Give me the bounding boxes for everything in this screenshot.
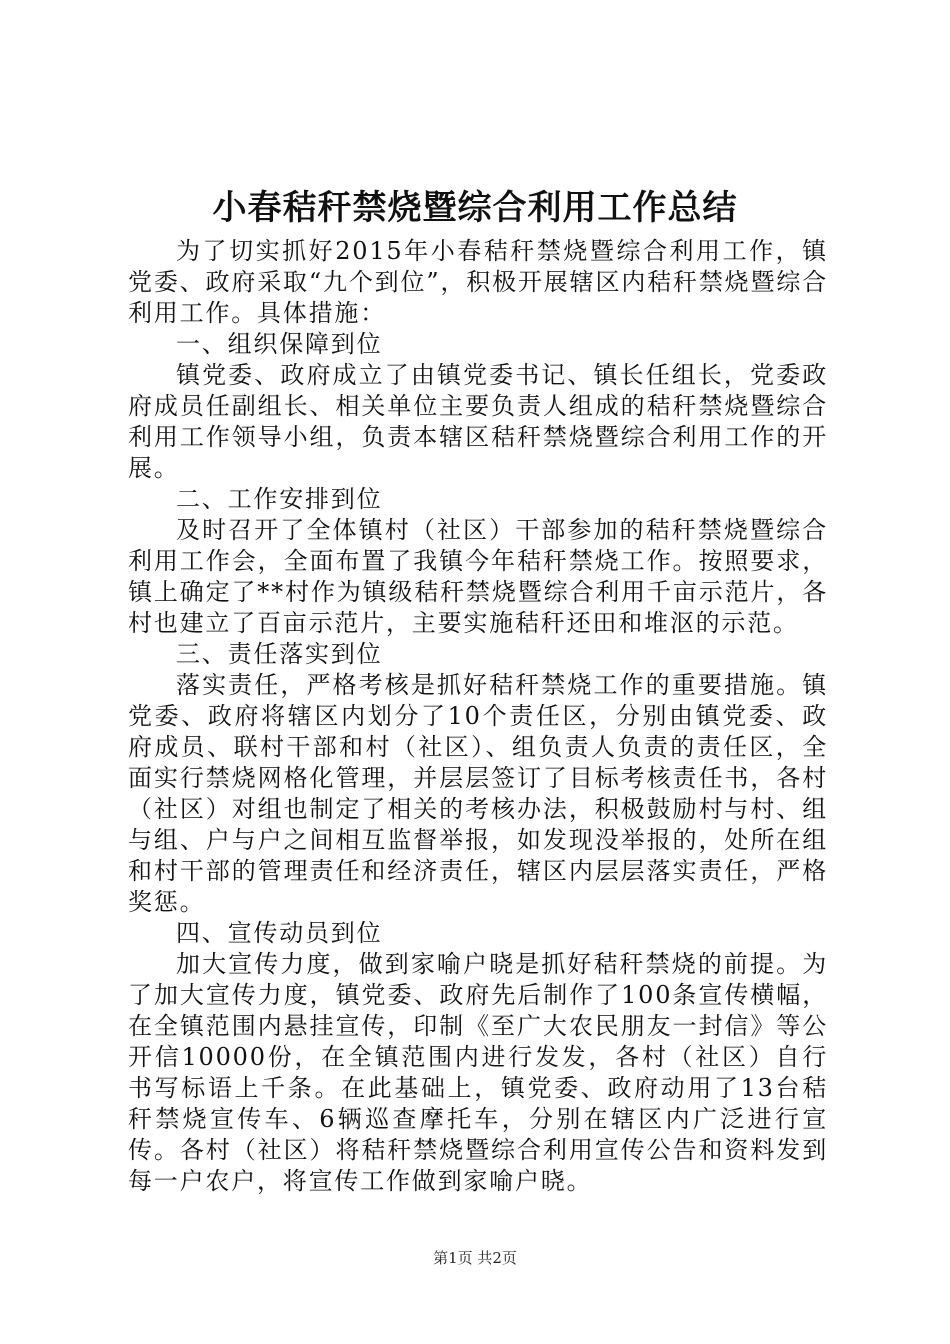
- section-body-4: 加大宣传力度，做到家喻户晓是抓好秸秆禁烧的前提。为了加大宣传力度，镇党委、政府先后制作了100条宣传横幅，在全镇范围内悬挂宣传，印制《至广大农民朋友一封信》等公开信10000份，在全镇范围内进行发发，各村（社区）自行书写标语上千条。在此基础上，镇党委、政府动用了13台秸秆禁烧宣传车、6辆巡查摩托车，分别在辖区内广泛进行宣传。各村（社区）将秸秆禁烧暨综合利用宣传公告和资料发到每一户农户，将宣传工作做到家喻户晓。: [128, 950, 828, 1195]
- section-heading-3: 三、责任落实到位: [176, 640, 383, 668]
- document-body: [128, 236, 828, 1197]
- section-body-2: 及时召开了全体镇村（社区）干部参加的秸秆禁烧暨综合利用工作会，全面布置了我镇今年秸秆禁烧工作。按照要求，镇上确定了**村作为镇级秸秆禁烧暨综合利用千亩示范片，各村也建立了百亩示范片，主要实施秸秆还田和堆沤的示范。: [128, 516, 828, 637]
- section-heading-1: 一、组织保障到位: [176, 330, 383, 358]
- intro-paragraph: 为了切实抓好2015年小春秸秆禁烧暨综合利用工作，镇党委、政府采取“九个到位”，积极开展辖区内秸秆禁烧暨综合利用工作。具体措施：: [128, 237, 828, 327]
- section-heading-2: 二、工作安排到位: [176, 485, 383, 513]
- page-footer: 第1页 共2页: [433, 1249, 517, 1267]
- section-body-1: 镇党委、政府成立了由镇党委书记、镇长任组长，党委政府成员任副组长、相关单位主要负责人组成的秸秆禁烧暨综合利用工作领导小组，负责本辖区秸秆禁烧暨综合利用工作的开展。: [128, 361, 828, 482]
- document-title: 小春秸秆禁烧暨综合利用工作总结: [212, 188, 738, 228]
- section-heading-4: 四、宣传动员到位: [176, 919, 383, 947]
- section-body-3: 落实责任，严格考核是抓好秸秆禁烧工作的重要措施。镇党委、政府将辖区内划分了10个责任区，分别由镇党委、政府成员、联村干部和村（社区）、组负责人负责的责任区，全面实行禁烧网格化管理，并层层签订了目标考核责任书，各村（社区）对组也制定了相关的考核办法，积极鼓励村与村、组与组、户与户之间相互监督举报，如发现没举报的，处所在组和村干部的管理责任和经济责任，辖区内层层落实责任，严格奖惩。: [128, 671, 828, 916]
